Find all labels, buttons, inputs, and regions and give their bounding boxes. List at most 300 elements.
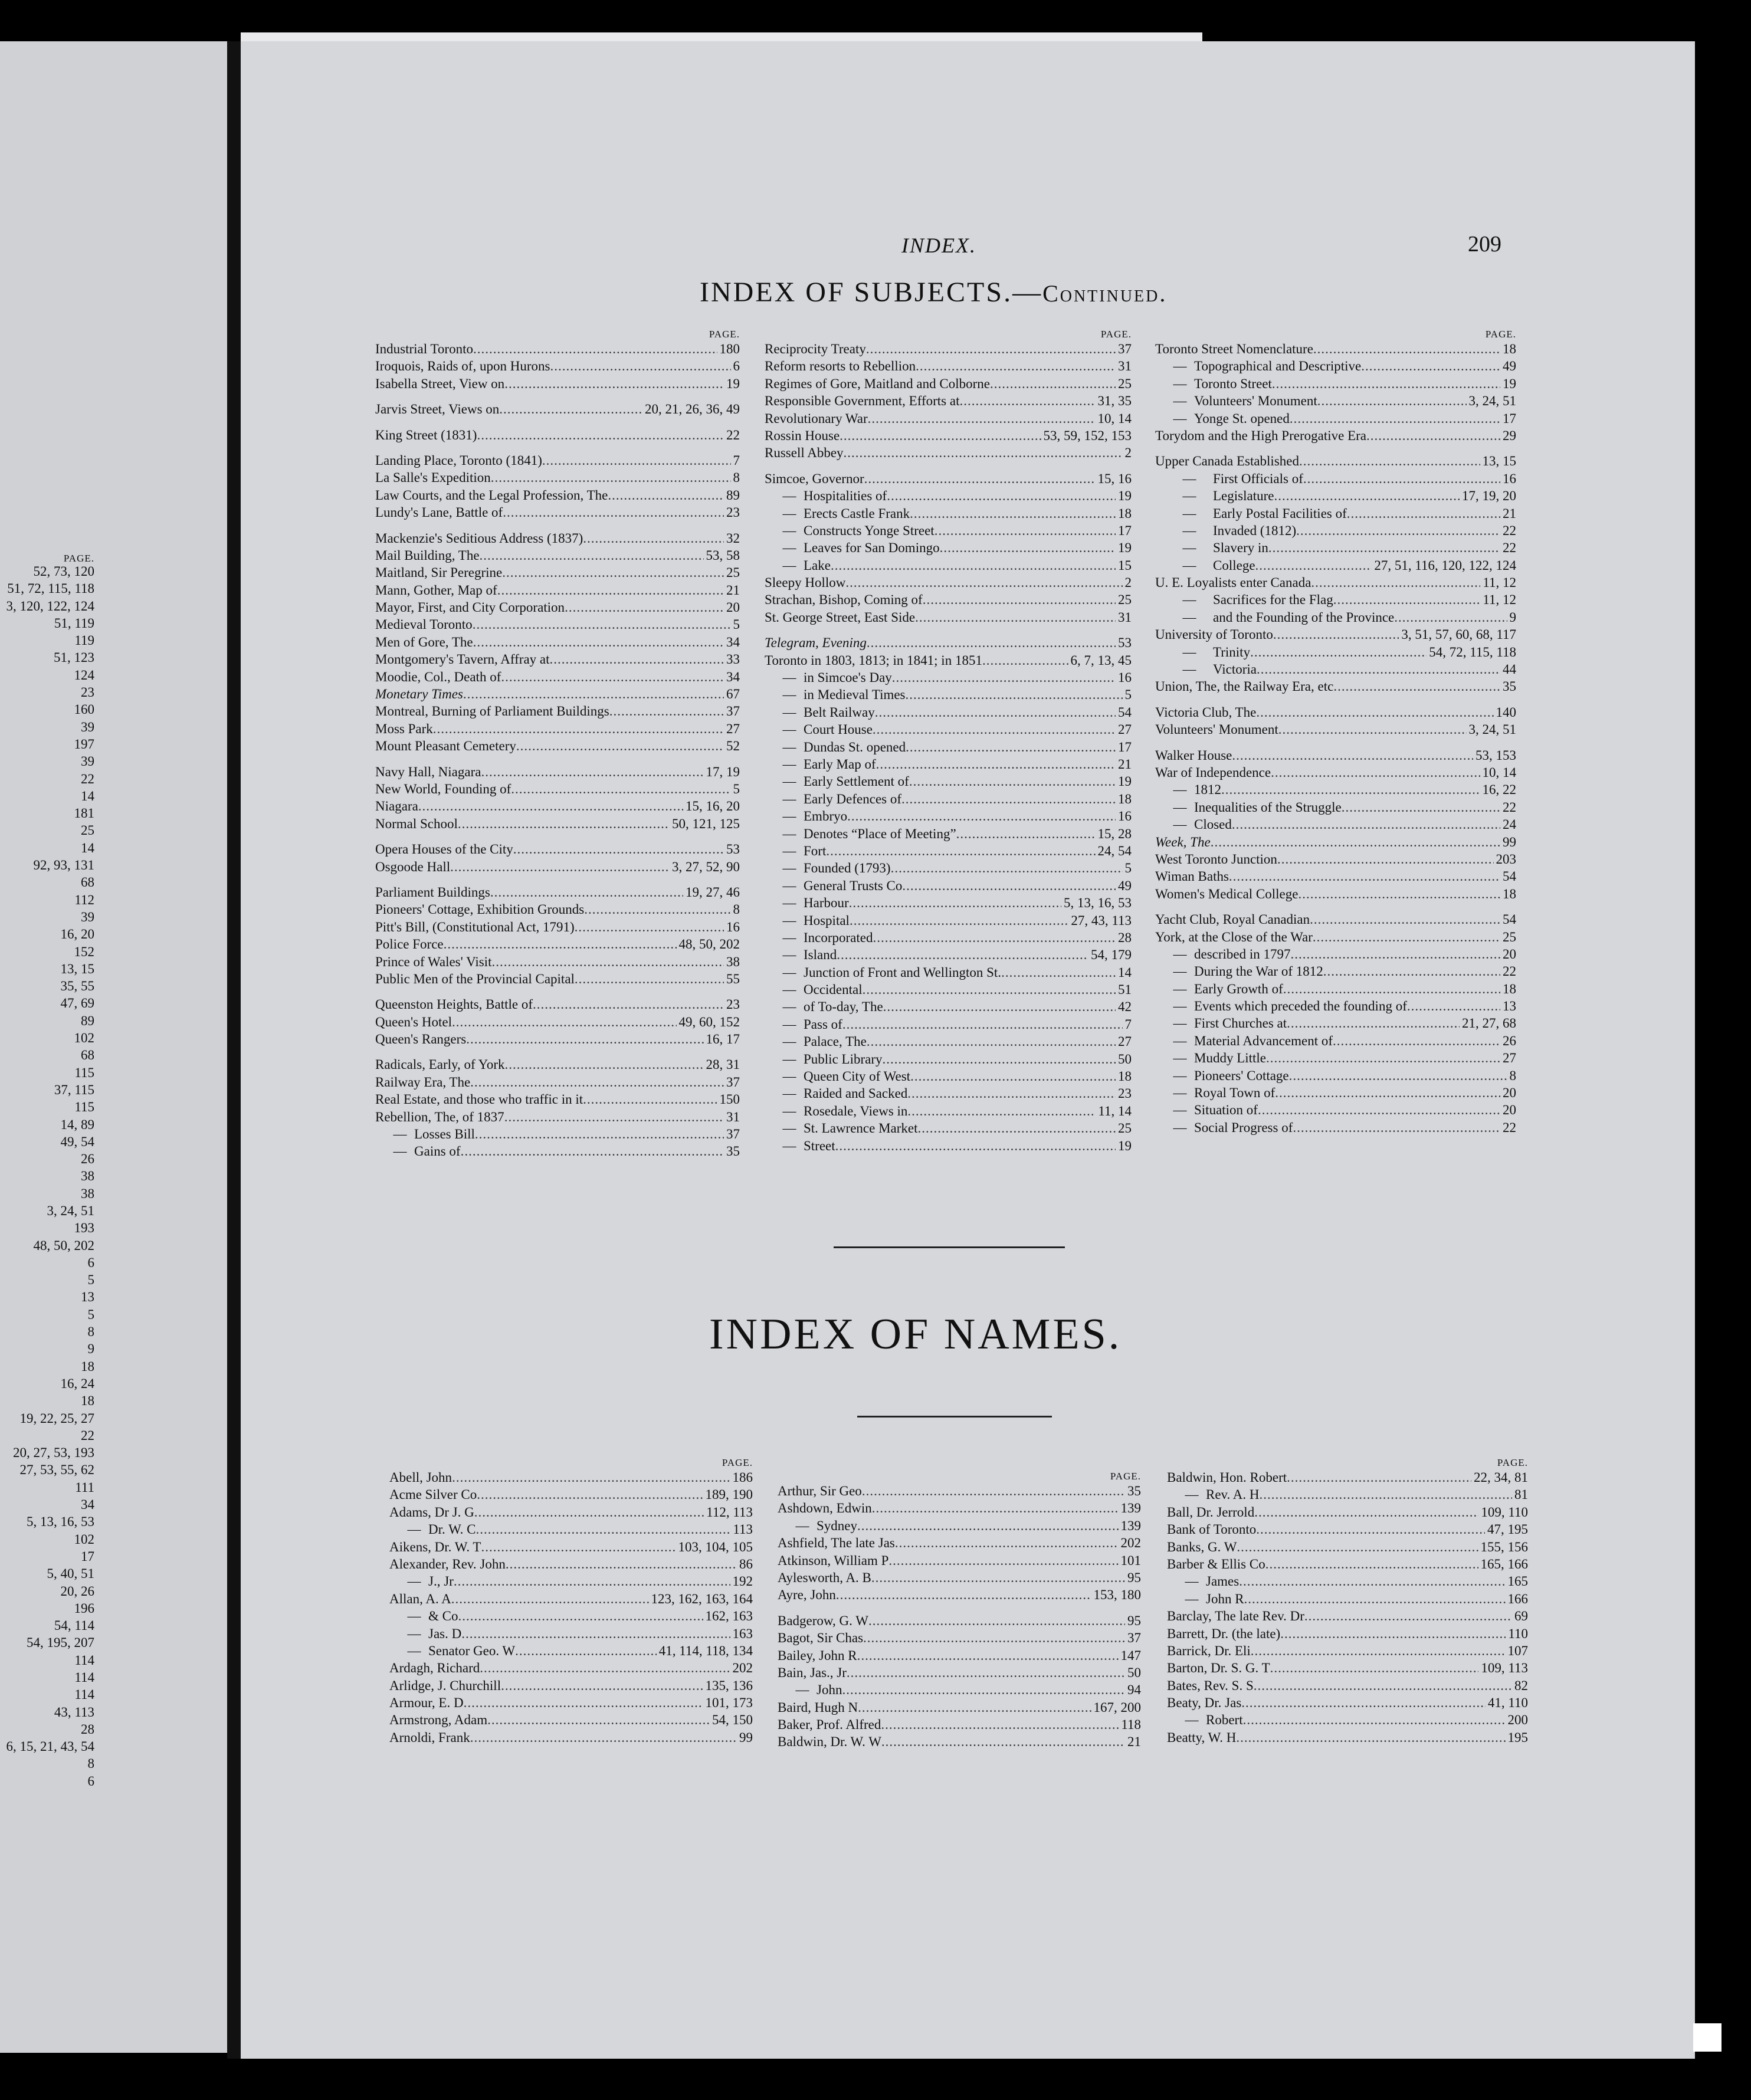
index-entry-pages: 34 — [726, 669, 740, 684]
index-entry-pages: 11, 14 — [1098, 1103, 1132, 1118]
dot-leader — [490, 884, 683, 901]
index-entry — [1167, 1659, 1528, 1676]
index-entry-pages: 20, 21, 26, 36, 49 — [645, 402, 740, 417]
dot-leader — [857, 1517, 1119, 1534]
dot-leader — [1311, 574, 1480, 591]
index-entry — [778, 1664, 1141, 1681]
index-entry — [765, 557, 1132, 574]
ditto-dash: — — [1173, 946, 1187, 962]
index-entry — [389, 1504, 753, 1521]
index-entry-label — [765, 375, 990, 392]
index-entry-text: Torydom and the High Prerogative Era — [1155, 428, 1366, 443]
index-entry — [389, 1677, 753, 1694]
scan-border — [1695, 41, 1751, 2059]
dot-leader — [583, 530, 724, 547]
index-entry-text: St. Lawrence Market — [804, 1121, 918, 1136]
dot-leader — [842, 1016, 1123, 1033]
index-entry-text: Acme Silver Co — [389, 1487, 477, 1502]
index-entry-text: Jas. D — [428, 1626, 462, 1641]
index-entry — [778, 1681, 1141, 1698]
index-entry-label — [1155, 764, 1271, 781]
dot-leader — [501, 1677, 703, 1694]
index-entry-label — [389, 1504, 474, 1521]
dot-leader — [907, 1085, 1116, 1102]
index-entry-pages: 15, 16, 20 — [686, 799, 740, 814]
ditto-dash: — — [1173, 1120, 1187, 1135]
index-entry-pages: 82 — [1514, 1678, 1528, 1693]
dot-leader — [863, 981, 1116, 998]
index-entry-text: During the War of 1812 — [1194, 964, 1323, 979]
index-entry-label — [1155, 505, 1347, 522]
index-entry — [778, 1629, 1141, 1646]
index-entry-label — [1155, 487, 1274, 504]
index-entry-pages: 17 — [1503, 411, 1516, 426]
index-entry-text: Alexander, Rev. John — [389, 1556, 506, 1571]
index-entry-label — [375, 970, 575, 987]
dot-leader — [959, 392, 1095, 409]
index-entry-text: War of Independence — [1155, 764, 1271, 780]
ditto-dash: — — [1182, 506, 1196, 521]
index-entry-label — [375, 668, 501, 685]
index-entry-pages: 28, 31 — [706, 1057, 740, 1072]
index-entry-text: Legislature — [1213, 488, 1274, 504]
index-entry-pages: 15, 16 — [1097, 471, 1132, 486]
index-entry-text: Sacrifices for the Flag — [1213, 592, 1333, 608]
ditto-dash: — — [1182, 540, 1196, 556]
index-entry — [1167, 1590, 1528, 1607]
facing-page-entry-pages: 54, 114 — [54, 1618, 94, 1633]
index-entry-text: Toronto in 1803, 1813; in 1841; in 1851 — [765, 652, 982, 668]
index-entry-pages: 37 — [726, 1074, 740, 1090]
dot-leader — [1250, 644, 1427, 661]
index-entry-text: Walker House — [1155, 747, 1232, 763]
index-entry-label — [765, 790, 901, 808]
index-entry-label — [389, 1729, 470, 1746]
ditto-dash: — — [1173, 999, 1187, 1014]
index-entry-pages: 18 — [1118, 791, 1132, 806]
index-entry — [778, 1647, 1141, 1664]
index-entry — [375, 668, 740, 685]
dot-leader — [452, 1013, 677, 1031]
index-entry-text: Arthur, Sir Geo — [778, 1484, 862, 1498]
index-entry-label — [1155, 340, 1313, 357]
index-entry-pages: 16 — [1118, 670, 1132, 685]
index-entry-text: Normal School — [375, 816, 458, 831]
index-entry — [765, 357, 1132, 375]
dot-leader — [473, 634, 724, 651]
facing-page-entry-pages: 22 — [81, 771, 94, 786]
index-entry — [389, 1711, 753, 1728]
index-entry-label — [1155, 626, 1273, 643]
index-entry — [765, 964, 1132, 981]
dot-leader — [505, 1056, 704, 1073]
index-entry-pages: 18 — [1118, 506, 1132, 521]
index-entry — [389, 1521, 753, 1538]
index-entry-label — [765, 877, 902, 894]
index-entry — [1155, 1049, 1516, 1067]
index-entry-text: Pioneers' Cottage — [1194, 1068, 1289, 1083]
index-entry-text: Inequalities of the Struggle — [1194, 799, 1342, 815]
index-entry-label — [765, 964, 1001, 981]
ditto-dash: — — [782, 1016, 796, 1032]
index-entry-pages: 21 — [1127, 1734, 1141, 1750]
ditto-dash: — — [782, 1103, 796, 1118]
ditto-dash: — — [782, 964, 796, 980]
index-entry-label — [389, 1469, 452, 1486]
index-entry — [375, 426, 740, 444]
index-entry-text: Dr. W. C — [428, 1522, 476, 1537]
dot-leader — [480, 547, 704, 564]
index-entry-label — [375, 703, 609, 720]
dot-leader — [875, 704, 1116, 721]
ditto-dash: — — [782, 488, 796, 504]
index-entry-text: Fort — [804, 843, 827, 858]
index-entry-label — [778, 1552, 888, 1569]
index-entry-text: Rebellion, The, of 1837 — [375, 1109, 504, 1124]
index-entry-text: Leaves for San Domingo — [804, 540, 940, 556]
index-entry-text: Ball, Dr. Jerrold — [1167, 1504, 1255, 1520]
index-entry-text: Simcoe, Governor — [765, 471, 864, 486]
index-entry-label — [1155, 747, 1232, 764]
index-entry-pages: 48, 50, 202 — [678, 937, 740, 952]
facing-page-entry-pages: 112 — [74, 892, 94, 907]
index-entry-text: Constructs Yonge Street — [804, 523, 934, 538]
index-entry-pages: 20 — [1503, 1102, 1516, 1118]
index-entry-text: Lundy's Lane, Battle of — [375, 505, 503, 520]
dot-leader — [502, 564, 724, 581]
dot-leader — [1275, 1084, 1500, 1101]
dot-leader — [1291, 946, 1500, 963]
facing-page-entry-pages: 102 — [74, 1531, 94, 1547]
index-entry-label — [1167, 1694, 1241, 1711]
index-entry — [1155, 452, 1516, 470]
dot-leader — [831, 557, 1116, 574]
index-entry-label — [765, 756, 876, 773]
index-entry-pages: 22 — [1503, 964, 1516, 979]
ditto-dash: — — [1173, 1033, 1187, 1048]
dot-leader — [1256, 1521, 1485, 1538]
facing-page-entry-pages: 115 — [74, 1065, 94, 1080]
index-entry-pages: 21 — [726, 582, 740, 598]
dot-leader — [1304, 1607, 1512, 1625]
index-entry-label — [1167, 1590, 1244, 1607]
index-entry — [1155, 340, 1516, 357]
index-entry — [765, 634, 1132, 651]
index-entry-text: Barton, Dr. S. G. T — [1167, 1661, 1270, 1676]
index-entry-pages: 18 — [1503, 886, 1516, 901]
index-entry-pages: 135, 136 — [705, 1678, 753, 1693]
index-entry-text: J., Jr — [428, 1574, 454, 1589]
facing-page-entry-pages: 26 — [81, 1151, 94, 1167]
index-entry-pages: 27 — [726, 721, 740, 736]
index-entry-text: Dundas St. opened — [804, 739, 906, 754]
index-entry-text: Topographical and Descriptive — [1194, 359, 1362, 374]
dot-leader — [473, 616, 731, 633]
index-entry-pages: 31 — [1118, 359, 1132, 374]
ditto-dash: — — [1173, 1051, 1187, 1066]
index-entry — [389, 1607, 753, 1625]
index-entry — [389, 1590, 753, 1607]
index-entry-label — [765, 1051, 883, 1068]
index-entry — [375, 780, 740, 798]
facing-page-entry-pages: 115 — [74, 1100, 94, 1115]
index-entry-pages: 33 — [726, 652, 740, 667]
facing-page-entry-pages: 9 — [87, 1341, 94, 1357]
ditto-dash: — — [1173, 817, 1187, 832]
index-entry — [765, 1051, 1132, 1068]
index-entry-label — [375, 452, 542, 469]
index-entry-text: Medieval Toronto — [375, 617, 473, 632]
ditto-dash: — — [407, 1609, 421, 1624]
ditto-dash: — — [1173, 1068, 1187, 1083]
index-entry-pages: 44 — [1503, 662, 1516, 677]
dot-leader — [858, 1699, 1091, 1716]
index-entry-label — [375, 936, 444, 953]
dot-leader — [923, 591, 1116, 608]
dot-leader — [1258, 1101, 1500, 1118]
ditto-dash: — — [782, 1051, 796, 1067]
ditto-dash: — — [407, 1643, 421, 1658]
dot-leader — [481, 1538, 676, 1556]
index-entry — [375, 634, 740, 651]
index-entry-pages: 18 — [1503, 342, 1516, 356]
index-entry-pages: 35 — [726, 1144, 740, 1159]
index-entry-pages: 16, 22 — [1482, 782, 1516, 798]
index-entry — [1155, 522, 1516, 539]
index-entry-label — [765, 859, 891, 877]
index-entry-pages: 27, 51, 116, 120, 122, 124 — [1374, 557, 1516, 573]
dot-leader — [857, 1647, 1119, 1664]
index-entry-label — [375, 685, 463, 703]
index-entry-text: Upper Canada Established — [1155, 454, 1299, 469]
index-entry — [765, 444, 1132, 461]
index-entry-text: Montgomery's Tavern, Affray at — [375, 652, 550, 667]
index-entry — [375, 685, 740, 703]
facing-page-entry-pages: 20, 27, 53, 193 — [13, 1445, 94, 1461]
index-entry-label — [1155, 1101, 1258, 1118]
index-entry-label — [1167, 1573, 1239, 1590]
index-entry-pages: 31 — [726, 1109, 740, 1124]
facing-page-entry-pages: 39 — [81, 909, 94, 924]
index-entry-label — [375, 884, 490, 901]
index-entry — [375, 720, 740, 737]
dot-leader — [901, 790, 1116, 808]
dot-leader — [463, 685, 724, 703]
index-entry-text: Embryo — [804, 809, 848, 824]
index-entry — [1155, 678, 1516, 695]
dot-leader — [871, 1569, 1125, 1586]
index-entry — [375, 487, 740, 504]
ditto-dash: — — [407, 1626, 421, 1641]
index-entry-text: Palace, The — [804, 1034, 867, 1049]
index-entry — [765, 946, 1132, 963]
ditto-dash: — — [1173, 964, 1187, 979]
dot-leader — [497, 582, 724, 599]
index-entry-pages: 19, 27, 46 — [686, 884, 740, 900]
index-entry — [375, 375, 740, 392]
index-entry-text: Baird, Hugh N — [778, 1699, 858, 1715]
index-entry — [375, 953, 740, 970]
index-entry-pages: 165 — [1507, 1574, 1528, 1589]
index-entry-pages: 54, 72, 115, 118 — [1429, 644, 1516, 659]
dot-leader — [550, 651, 724, 668]
index-entry-text: Osgoode Hall — [375, 859, 451, 874]
names-column-2 — [778, 1471, 1141, 1751]
dot-leader — [835, 1137, 1116, 1154]
dot-leader — [902, 877, 1116, 894]
facing-page-entry-pages: 68 — [81, 1048, 94, 1063]
dot-leader — [451, 1590, 649, 1607]
index-entry-label — [389, 1573, 454, 1590]
index-entry-pages: 5 — [1124, 687, 1132, 703]
dot-leader — [1251, 1642, 1506, 1659]
dot-leader — [1254, 1504, 1478, 1521]
index-entry-pages: 2 — [1124, 445, 1132, 461]
dot-leader — [1244, 1590, 1506, 1607]
index-entry-label — [375, 1074, 470, 1091]
index-entry-pages: 109, 110 — [1481, 1504, 1528, 1520]
ditto-dash: — — [782, 947, 796, 963]
index-entry-label — [375, 780, 511, 798]
dot-leader — [584, 901, 730, 918]
index-entry-text: James — [1206, 1574, 1240, 1589]
dot-leader — [1313, 340, 1500, 357]
index-entry-label — [1155, 721, 1278, 738]
ditto-dash: — — [1182, 609, 1196, 625]
index-entry — [765, 1016, 1132, 1033]
index-entry — [1155, 410, 1516, 427]
index-entry-text: St. George Street, East Side — [765, 609, 916, 625]
index-entry-text: & Co — [428, 1609, 458, 1624]
index-entry — [1155, 505, 1516, 522]
ditto-dash: — — [782, 843, 796, 858]
dot-leader — [1255, 557, 1372, 574]
index-entry — [778, 1716, 1141, 1733]
ditto-dash: — — [407, 1522, 421, 1537]
index-entry-label — [375, 1108, 504, 1126]
index-entry — [765, 669, 1132, 686]
dot-leader — [883, 998, 1116, 1015]
dot-leader — [910, 505, 1116, 522]
index-entry — [1167, 1711, 1528, 1728]
index-entry-text: Mail Building, The — [375, 547, 480, 563]
dot-leader — [873, 929, 1116, 946]
index-entry-pages: 22 — [1503, 1120, 1516, 1135]
facing-page-entry-pages: 119 — [74, 633, 94, 648]
facing-page-index-column — [0, 550, 94, 1790]
dot-leader — [1243, 1711, 1506, 1728]
index-entry-label — [1155, 1032, 1333, 1049]
index-entry-pages: 20 — [1503, 946, 1516, 962]
index-entry-text: Early Postal Facilities of — [1213, 506, 1347, 521]
index-entry — [1167, 1556, 1528, 1573]
index-entry-pages: 55 — [726, 971, 740, 986]
index-entry — [765, 652, 1132, 669]
index-entry-text: Regimes of Gore, Maitland and Colborne — [765, 376, 990, 391]
index-entry-label — [375, 504, 503, 521]
index-entry-label — [765, 842, 826, 859]
facing-page-entry-pages: 37, 115 — [54, 1082, 94, 1097]
facing-page-entry-pages: 8 — [87, 1756, 94, 1771]
ditto-dash: — — [1185, 1712, 1199, 1728]
index-entry-label — [1167, 1607, 1304, 1625]
facing-page-entry-pages: 3, 120, 122, 124 — [6, 598, 94, 613]
index-entry-text: Robert — [1206, 1712, 1243, 1728]
facing-page-entry-pages: 196 — [74, 1600, 94, 1616]
index-entry-text: Island — [804, 947, 837, 963]
index-entry-pages: 162, 163 — [705, 1609, 753, 1624]
index-entry-label — [1167, 1659, 1270, 1676]
ditto-dash: — — [782, 861, 796, 876]
index-entry-text: Railway Era, The — [375, 1074, 471, 1090]
dot-leader — [1407, 998, 1500, 1015]
index-entry — [375, 1031, 740, 1048]
index-entry — [375, 616, 740, 633]
index-entry — [1167, 1469, 1528, 1486]
index-entry-text: of To-day, The — [804, 999, 883, 1015]
index-entry — [1155, 661, 1516, 678]
index-entry-pages: 3, 51, 57, 60, 68, 117 — [1401, 627, 1516, 642]
index-entry-text: Barrick, Dr. Eli — [1167, 1643, 1251, 1658]
subjects-title-continued: Continued. — [1042, 280, 1168, 307]
dot-leader — [476, 1521, 731, 1538]
index-entry-text: First Churches at — [1194, 1016, 1287, 1031]
index-entry — [389, 1573, 753, 1590]
names-title-rule — [857, 1416, 1052, 1418]
index-entry-pages: 32 — [726, 530, 740, 546]
facing-page-entry-pages: 5, 40, 51 — [47, 1566, 94, 1581]
ditto-dash: — — [782, 557, 796, 573]
dot-leader — [550, 357, 730, 375]
index-entry-label — [375, 547, 480, 564]
dot-leader — [515, 1642, 657, 1659]
dot-leader — [461, 1143, 724, 1160]
index-entry-pages: 34 — [726, 634, 740, 649]
index-entry-text: Lake — [804, 557, 831, 573]
index-entry-text: Yacht Club, Royal Canadian — [1155, 912, 1310, 927]
facing-page-entry-pages: 51, 72, 115, 118 — [7, 581, 94, 596]
index-entry-pages: 110 — [1508, 1626, 1528, 1641]
ditto-dash: — — [782, 1069, 796, 1084]
ditto-dash: — — [782, 1121, 796, 1136]
index-entry — [1167, 1677, 1528, 1694]
index-entry — [375, 357, 740, 375]
names-column-1 — [389, 1457, 753, 1746]
index-entry — [765, 773, 1132, 790]
index-entry-pages: 192 — [732, 1574, 753, 1589]
dot-leader — [477, 426, 724, 444]
index-entry-label — [778, 1629, 863, 1646]
index-entry — [1155, 816, 1516, 833]
index-entry-pages: 22, 34, 81 — [1474, 1470, 1528, 1485]
ditto-dash: — — [782, 1086, 796, 1101]
index-entry — [765, 505, 1132, 522]
index-entry-pages: 99 — [739, 1730, 753, 1745]
dot-leader — [1293, 1119, 1500, 1136]
index-entry-text: Trinity — [1213, 644, 1251, 659]
index-entry-pages: 200 — [1507, 1712, 1528, 1728]
index-entry-text: Men of Gore, The — [375, 634, 473, 649]
index-entry-label — [375, 996, 533, 1013]
dot-leader — [826, 842, 1095, 859]
ditto-dash: — — [782, 809, 796, 824]
dot-leader — [862, 1482, 1125, 1499]
index-entry-pages: 54 — [1118, 704, 1132, 720]
index-entry-label — [375, 616, 473, 633]
index-entry-pages: 20 — [1503, 1085, 1516, 1101]
index-entry-text: Situation of — [1194, 1102, 1258, 1118]
index-entry-label — [778, 1733, 881, 1750]
